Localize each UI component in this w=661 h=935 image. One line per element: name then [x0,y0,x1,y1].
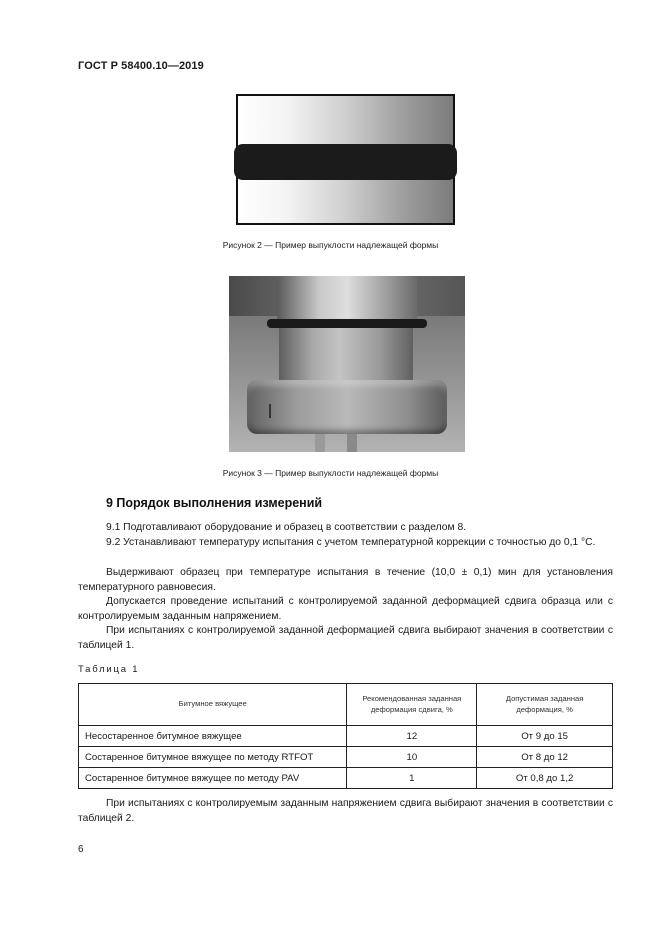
paragraph-table2-ref: При испытаниях с контролируемым заданным напряжением сдвига выбирают значения в соответствии с таблицей 2. [78,798,613,824]
table-header-row [79,684,613,726]
table-row [79,768,613,789]
figure-3-photo [229,276,465,452]
table-cell: От 9 до 15 [477,726,613,747]
figure-2-diagram [236,94,455,225]
bulge-band [234,144,457,180]
table-cell: Состаренное битумное вяжущее по методу RTFOT [79,747,347,768]
paragraph-table1-ref: При испытаниях с контролируемой заданной деформацией сдвига выбирают значения в соответствии с таблицей 1. [78,625,613,651]
paragraph-hold: Выдерживают образец при температуре испытания в течение (10,0 ± 0,1) мин для установления температурного равновесия. [78,567,613,593]
deformation-table [78,683,613,789]
paragraph-allowed: Допускается проведение испытаний с контролируемой заданной деформацией сдвига образца или с контролируемым заданным напряжением. [78,596,613,622]
table-label: Таблица 1 [78,664,140,675]
table-cell: Несостаренное битумное вяжущее [79,726,347,747]
table-cell: Состаренное битумное вяжущее по методу PAV [79,768,347,789]
bulge-ring [267,319,427,328]
col-header-recommended: Рекомендованная заданная деформация сдвига, % [347,684,477,726]
figure-3-caption: Рисунок 3 — Пример выпуклости надлежащей формы [222,468,439,478]
page-number: 6 [78,844,84,855]
figure-2-caption: Рисунок 2 — Пример выпуклости надлежащей формы [222,240,439,250]
table-cell: От 8 до 12 [477,747,613,768]
table-row [79,726,613,747]
table-cell: 1 [347,768,477,789]
table-cell: От 0,8 до 1,2 [477,768,613,789]
table-cell: 10 [347,747,477,768]
paragraph-9-2: 9.2 Устанавливают температуру испытания с учетом температурной коррекции с точностью до 0,1 °С. [106,537,596,548]
table-row [79,747,613,768]
paragraph-9-1: 9.1 Подготавливают оборудование и образец в соответствии с разделом 8. [106,522,467,533]
col-header-binder: Битумное вяжущее [79,684,347,726]
document-header: ГОСТ Р 58400.10—2019 [78,60,204,72]
col-header-allowed: Допустимая заданная деформация, % [477,684,613,726]
table-cell: 12 [347,726,477,747]
section-title: 9 Порядок выполнения измерений [106,496,323,510]
